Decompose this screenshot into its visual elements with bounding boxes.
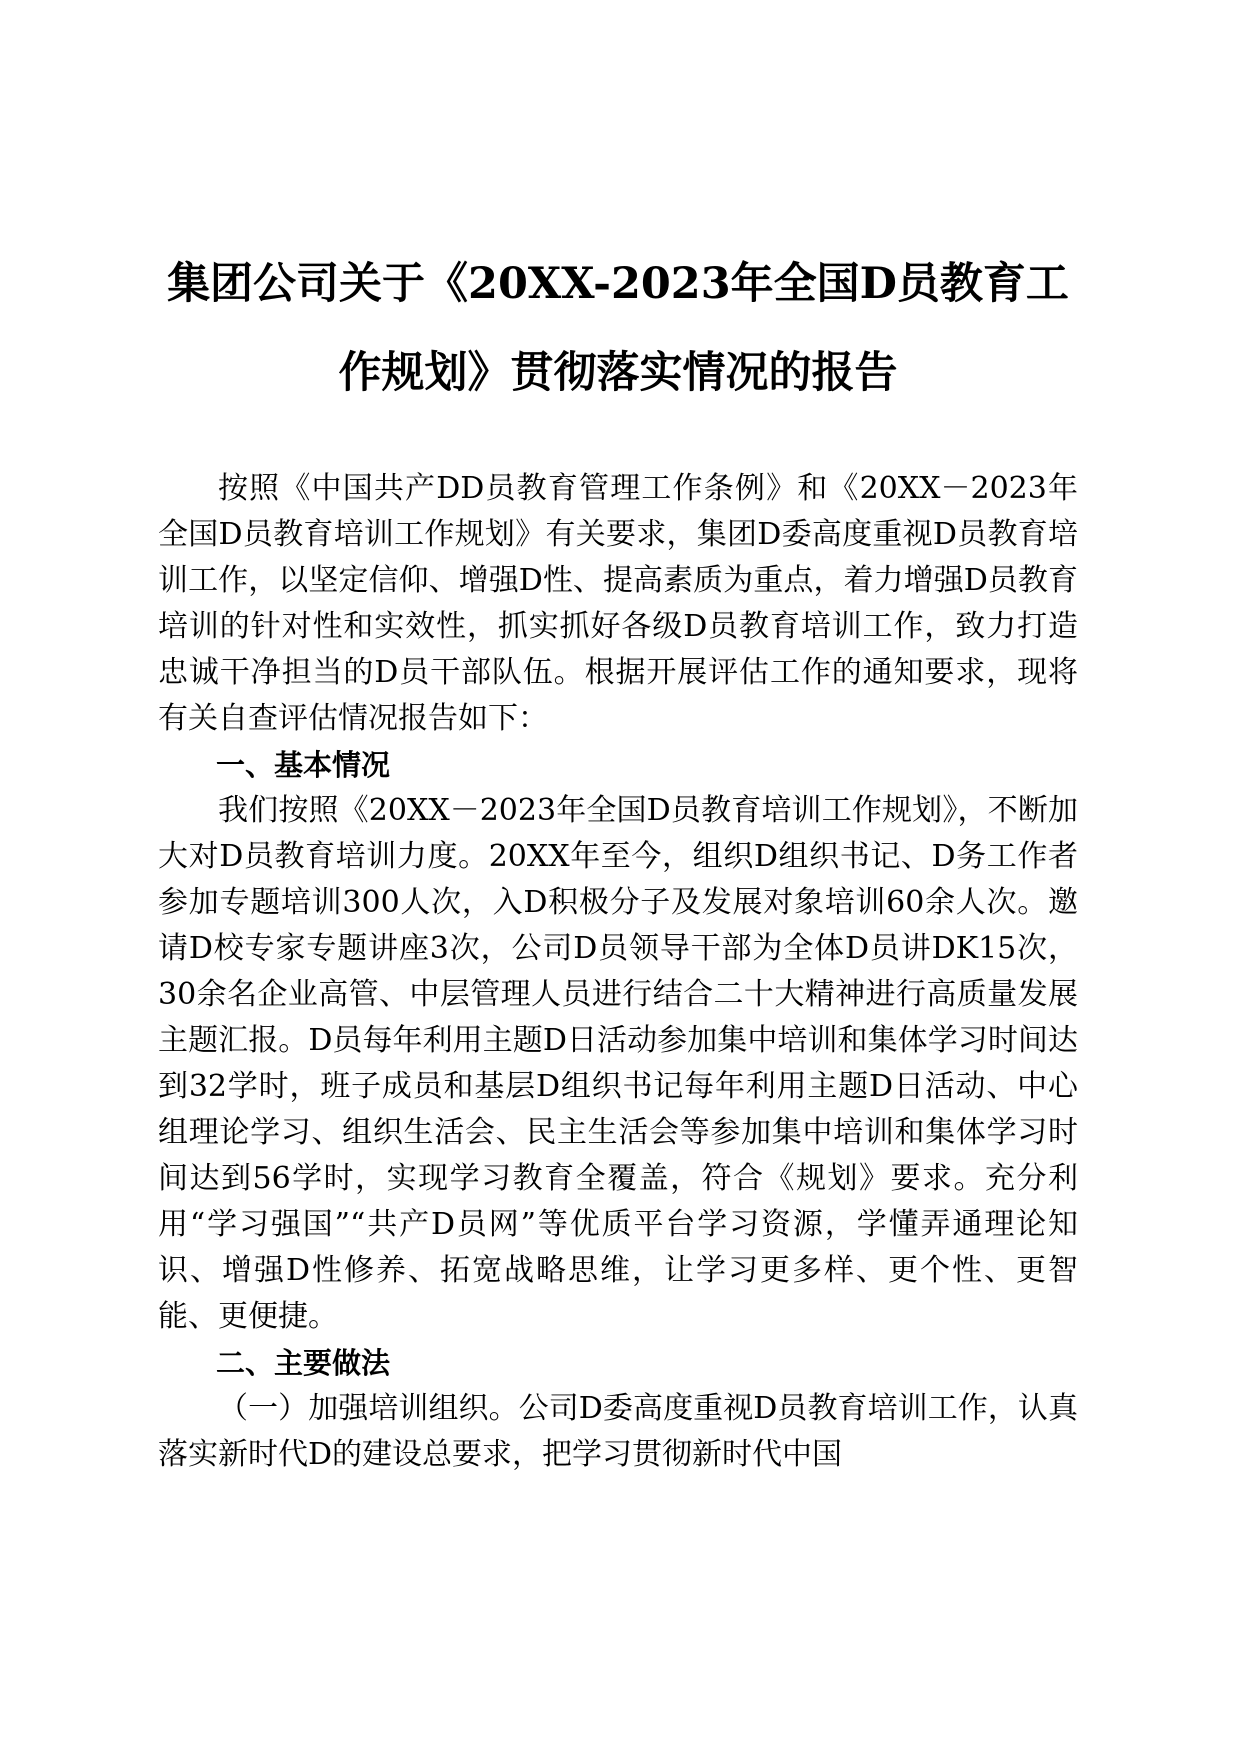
section-heading-main-practices: 二、主要做法 xyxy=(216,1346,391,1380)
document-page xyxy=(158,0,1078,1754)
title-line-1: 集团公司关于《20XX-2023年全国D员教育工 xyxy=(167,259,1069,309)
document-title xyxy=(158,240,1078,418)
basic-situation-paragraph: 我们按照《20XX－2023年全国D员教育培训工作规划》，不断加大对D员教育培训力度。20XX年至今，组织D组织书记、D务工作者参加专题培训300人次，入D积极分子及发展对象培训60余人次。邀请D校专家专题讲座3次，公司D员领导干部为全体D员讲DK15次，30余名企业高管、中层管理人员进行结合二十大精神进行高质量发展主题汇报。D员每年利用主题D日活动参加集中培训和集体学习时间达到32学时，班子成员和基层D组织书记每年利用主题D日活动、中心组理论学习、组织生活会、民主生活会等参加集中培训和集体学习时间达到56学时，实现学习教育全覆盖，符合《规划》要求。充分利用“学习强国”“共产D员网”等优质平台学习资源，学懂弄通理论知识、增强D性修养、拓宽战略思维，让学习更多样、更个性、更智能、更便捷。 xyxy=(158,793,1078,1334)
document-body xyxy=(158,466,1078,1478)
intro-paragraph: 按照《中国共产DD员教育管理工作条例》和《20XX－2023年全国D员教育培训工作规划》有关要求，集团D委高度重视D员教育培训工作，以坚定信仰、增强D性、提高素质为重点，着力增强D员教育培训的针对性和实效性，抓实抓好各级D员教育培训工作，致力打造忠诚干净担当的D员干部队伍。根据开展评估工作的通知要求，现将有关自查评估情况报告如下： xyxy=(158,471,1078,736)
section-heading-basic-situation: 一、基本情况 xyxy=(216,748,391,782)
title-line-2: 作规划》贯彻落实情况的报告 xyxy=(338,348,898,398)
main-practices-paragraph: （一）加强培训组织。公司D委高度重视D员教育培训工作，认真落实新时代D的建设总要求，把学习贯彻新时代中国 xyxy=(158,1391,1078,1472)
